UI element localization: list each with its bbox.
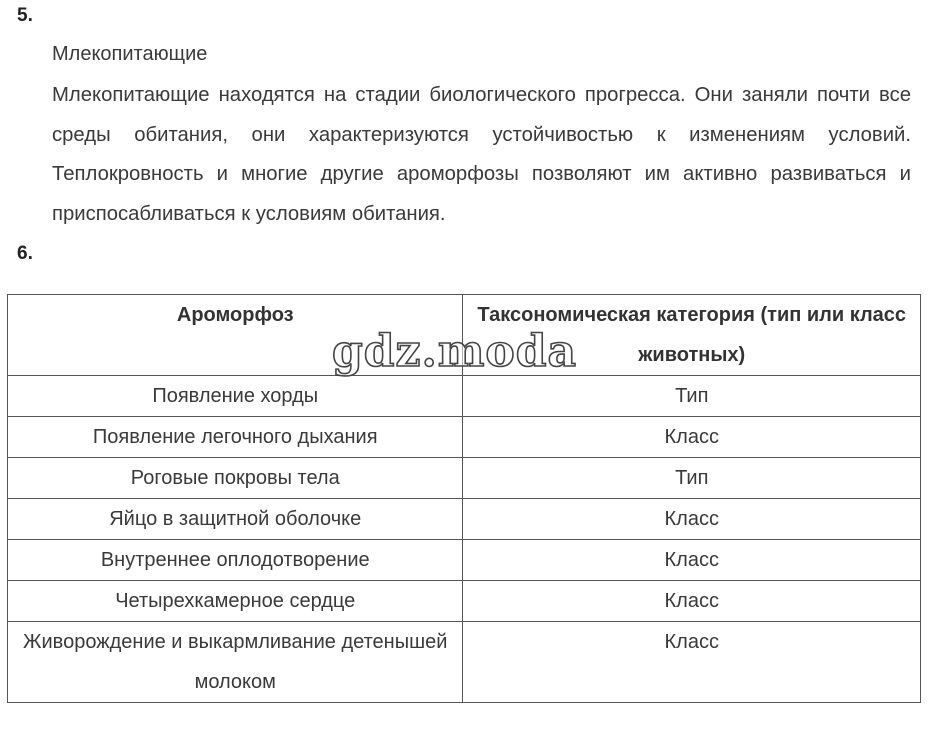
table-header-row bbox=[8, 295, 921, 376]
header-aromorphosis: Ароморфоз bbox=[8, 295, 463, 376]
table-row bbox=[8, 622, 921, 703]
table-row bbox=[8, 581, 921, 622]
section-5-subtitle: Млекопитающие bbox=[52, 43, 208, 65]
table-row bbox=[8, 540, 921, 581]
cell-aromorphosis: Появление легочного дыхания bbox=[8, 417, 463, 458]
cell-aromorphosis: Живорождение и выкармливание детенышей молоком bbox=[8, 622, 463, 703]
section-6-number: 6. bbox=[17, 243, 33, 264]
cell-aromorphosis: Четырехкамерное сердце bbox=[8, 581, 463, 622]
cell-category: Класс bbox=[463, 499, 921, 540]
cell-category: Класс bbox=[463, 540, 921, 581]
aromorphosis-table bbox=[7, 294, 921, 703]
section-5-paragraph: Млекопитающие находятся на стадии биологического прогресса. Они заняли почти все среды обитания, они характеризуются устойчивостью к изменениям условий. Теплокровность и многие другие ароморфозы позволяют им активно развиваться и приспосабливаться к условиям обитания. bbox=[52, 84, 911, 225]
cell-category: Класс bbox=[463, 581, 921, 622]
cell-aromorphosis: Роговые покровы тела bbox=[8, 458, 463, 499]
table-row bbox=[8, 417, 921, 458]
table-row bbox=[8, 458, 921, 499]
cell-category: Класс bbox=[463, 622, 921, 703]
watermark-logo: gdz.moda bbox=[332, 326, 578, 377]
section-5-number: 5. bbox=[17, 5, 33, 26]
table-row bbox=[8, 376, 921, 417]
cell-aromorphosis: Внутреннее оплодотворение bbox=[8, 540, 463, 581]
header-taxonomic-category: Таксономическая категория (тип или класс животных) bbox=[463, 295, 921, 376]
cell-aromorphosis: Яйцо в защитной оболочке bbox=[8, 499, 463, 540]
table-row bbox=[8, 499, 921, 540]
cell-aromorphosis: Появление хорды bbox=[8, 376, 463, 417]
cell-category: Тип bbox=[463, 376, 921, 417]
cell-category: Тип bbox=[463, 458, 921, 499]
cell-category: Класс bbox=[463, 417, 921, 458]
